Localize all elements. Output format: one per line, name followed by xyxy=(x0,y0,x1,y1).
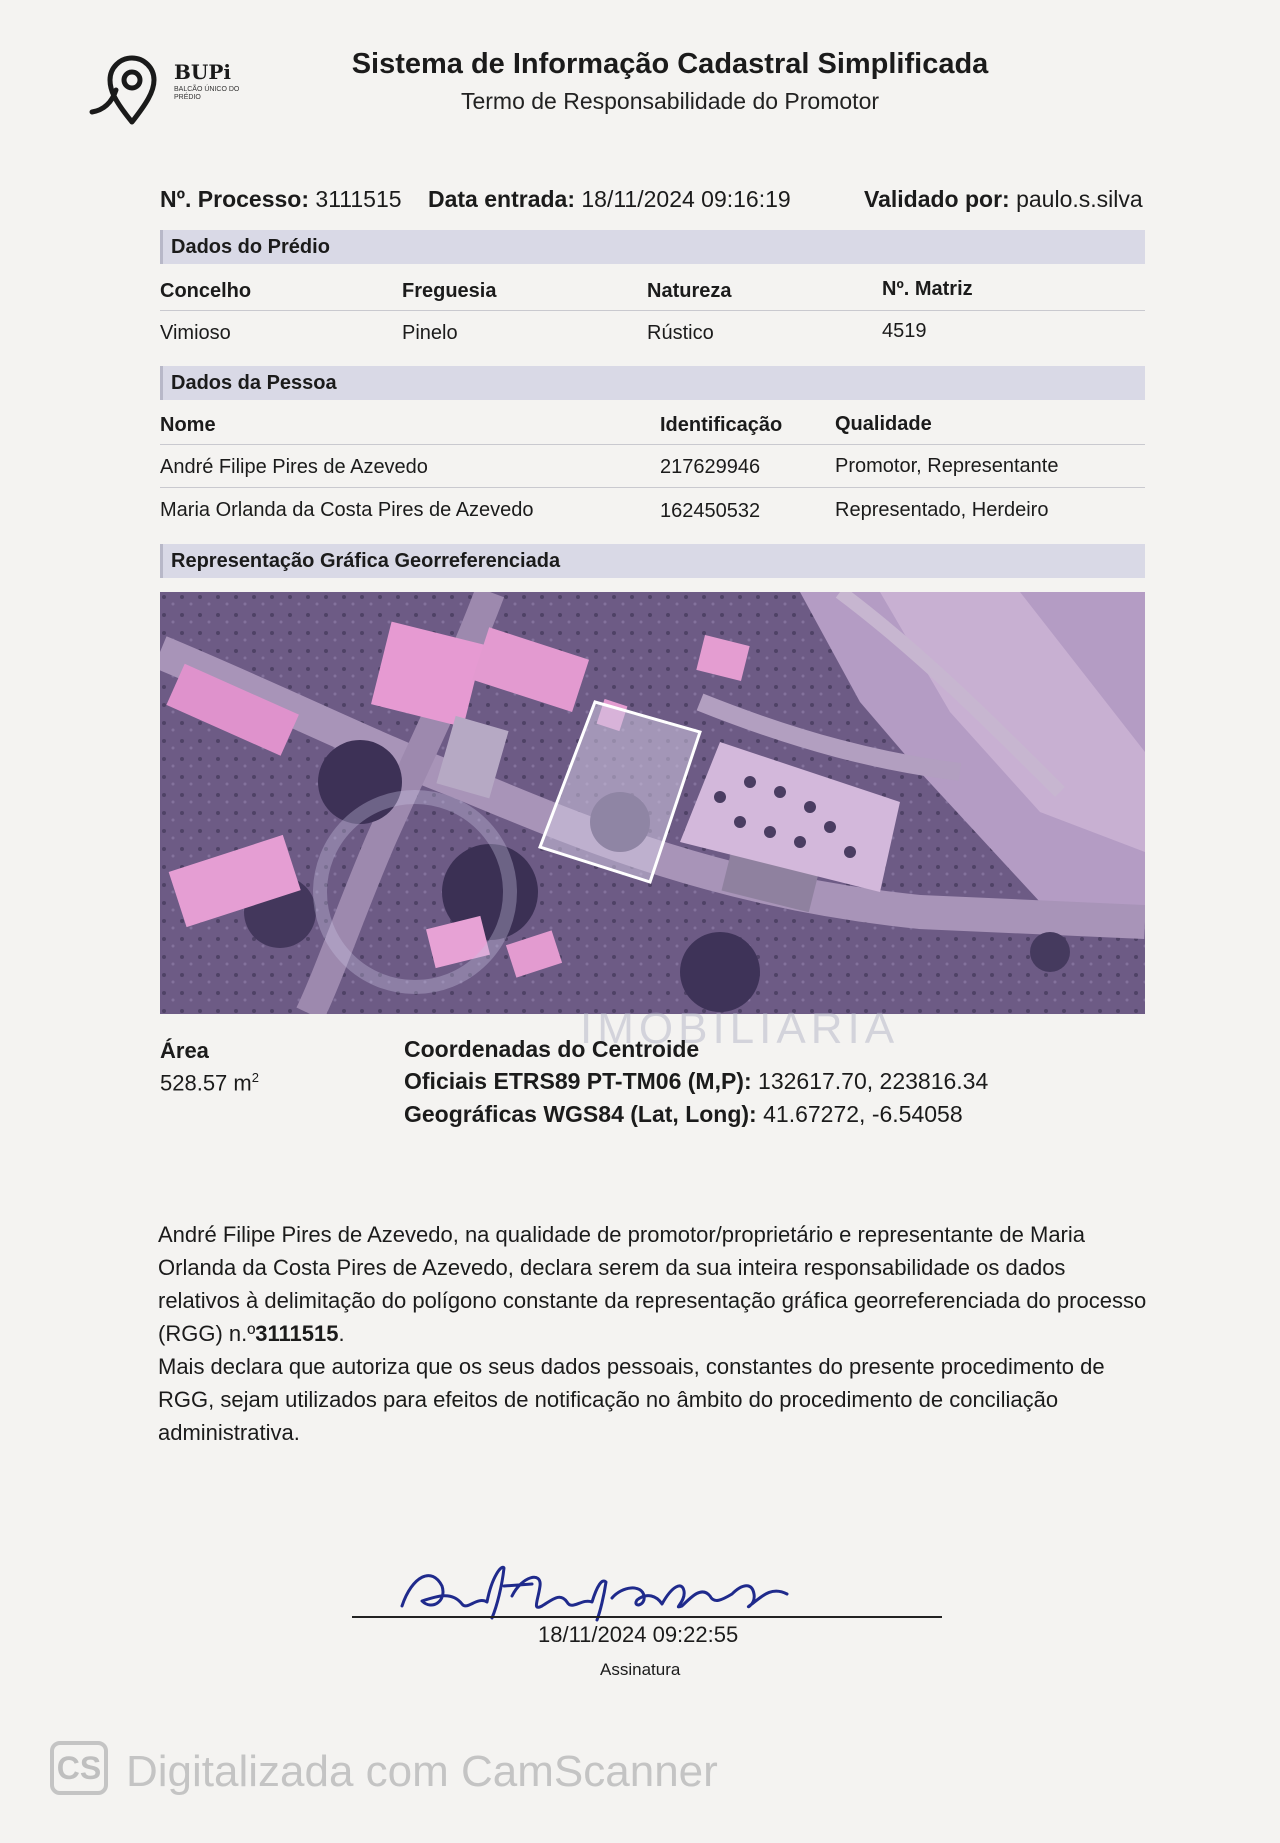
area-unit-exponent: 2 xyxy=(251,1070,259,1085)
centroid-title: Coordenadas do Centroide xyxy=(404,1036,700,1062)
cell-freguesia: Pinelo xyxy=(402,322,458,344)
cell-qualidade: Promotor, Representante xyxy=(835,455,1059,477)
signature-date: 18/11/2024 09:22:55 xyxy=(538,1622,739,1647)
section-predio xyxy=(160,230,1145,264)
declaration-body: André Filipe Pires de Azevedo, na qualidade de promotor/proprietário e representante de Maria Orlanda da Costa Pires de Azevedo, declara serem da sua inteira responsabilidade os dados relativos à delimitação do polígono constante da representação gráfica georreferenciada do processo (RGG) n.º xyxy=(158,1222,1147,1346)
divider xyxy=(160,444,1145,445)
cell-identificacao: 162450532 xyxy=(660,500,761,522)
camscanner-logo-icon: CS xyxy=(50,1741,108,1795)
cell-qualidade: Representado, Herdeiro xyxy=(835,499,1049,521)
document-title: Sistema de Informação Cadastral Simplificada xyxy=(351,48,989,80)
col-header-concelho: Concelho xyxy=(160,280,252,302)
section-pessoa xyxy=(160,366,1145,400)
cell-concelho: Vimioso xyxy=(160,322,231,344)
section-predio-title: Dados do Prédio xyxy=(171,236,330,258)
area-number: 528.57 m xyxy=(160,1070,252,1096)
signature-block xyxy=(352,1556,942,1679)
col-header-nome: Nome xyxy=(160,414,216,436)
section-representacao-title: Representação Gráfica Georreferenciada xyxy=(171,550,561,572)
cell-nome: André Filipe Pires de Azevedo xyxy=(160,456,428,478)
document-subtitle: Termo de Responsabilidade do Promotor xyxy=(460,88,880,114)
geographic-coordinates-value: 41.67272, -6.54058 xyxy=(763,1101,963,1127)
validated-by xyxy=(864,186,1143,213)
bupi-logo xyxy=(86,50,286,130)
entry-date-value: 18/11/2024 09:16:19 xyxy=(581,186,791,212)
declaration-paragraph: Mais declara que autoriza que os seus dados pessoais, constantes do presente procedimento de RGG, sejam utilizados para efeitos de notificação no âmbito do procedimento de conciliação administrativa. xyxy=(158,1354,1105,1445)
col-header-freguesia: Freguesia xyxy=(402,280,497,302)
satellite-image xyxy=(160,592,1145,1014)
process-number-value: 3111515 xyxy=(315,186,402,212)
validated-by-label: Validado por: xyxy=(864,186,1010,212)
cell-natureza: Rústico xyxy=(647,322,714,344)
section-pessoa-title: Dados da Pessoa xyxy=(171,372,337,394)
official-coordinates-value: 132617.70, 223816.34 xyxy=(758,1068,989,1094)
col-header-identificacao: Identificação xyxy=(660,414,783,436)
col-header-matriz: Nº. Matriz xyxy=(882,278,973,300)
geographic-coordinates-label: Geográficas WGS84 (Lat, Long): xyxy=(404,1101,757,1127)
logo-name: BUPi xyxy=(174,60,231,84)
declaration-paragraph xyxy=(158,1218,1148,1350)
official-coordinates xyxy=(404,1068,988,1095)
col-header-qualidade: Qualidade xyxy=(835,413,932,435)
official-coordinates-label: Oficiais ETRS89 PT-TM06 (M,P): xyxy=(404,1068,752,1094)
divider xyxy=(160,487,1145,488)
entry-date-label: Data entrada: xyxy=(428,186,575,212)
cell-matriz: 4519 xyxy=(882,320,927,342)
cell-identificacao: 217629946 xyxy=(660,456,761,478)
location-pin-icon xyxy=(86,50,166,130)
satellite-map xyxy=(160,592,1145,1014)
logo-subtitle: BALCÃO ÚNICO DO PRÉDIO xyxy=(174,86,240,101)
cell-nome: Maria Orlanda da Costa Pires de Azevedo xyxy=(160,499,534,521)
validated-by-value: paulo.s.silva xyxy=(1016,186,1143,212)
camscanner-text: Digitalizada com CamScanner xyxy=(126,1747,718,1796)
process-number xyxy=(160,186,402,213)
signature-line xyxy=(352,1616,942,1618)
declaration-text xyxy=(158,1218,1148,1449)
signature-caption: Assinatura xyxy=(600,1660,681,1679)
watermark-text: IMOBILIARIA xyxy=(580,1004,900,1053)
divider xyxy=(160,310,1145,311)
geographic-coordinates xyxy=(404,1101,963,1128)
entry-date xyxy=(428,186,791,213)
section-representacao xyxy=(160,544,1145,578)
process-number-label: Nº. Processo: xyxy=(160,186,310,212)
col-header-natureza: Natureza xyxy=(647,280,732,302)
area-label: Área xyxy=(160,1038,209,1063)
declaration-period: . xyxy=(338,1321,345,1346)
declaration-process-number: 3111515 xyxy=(255,1321,339,1346)
area-value xyxy=(160,1070,259,1096)
